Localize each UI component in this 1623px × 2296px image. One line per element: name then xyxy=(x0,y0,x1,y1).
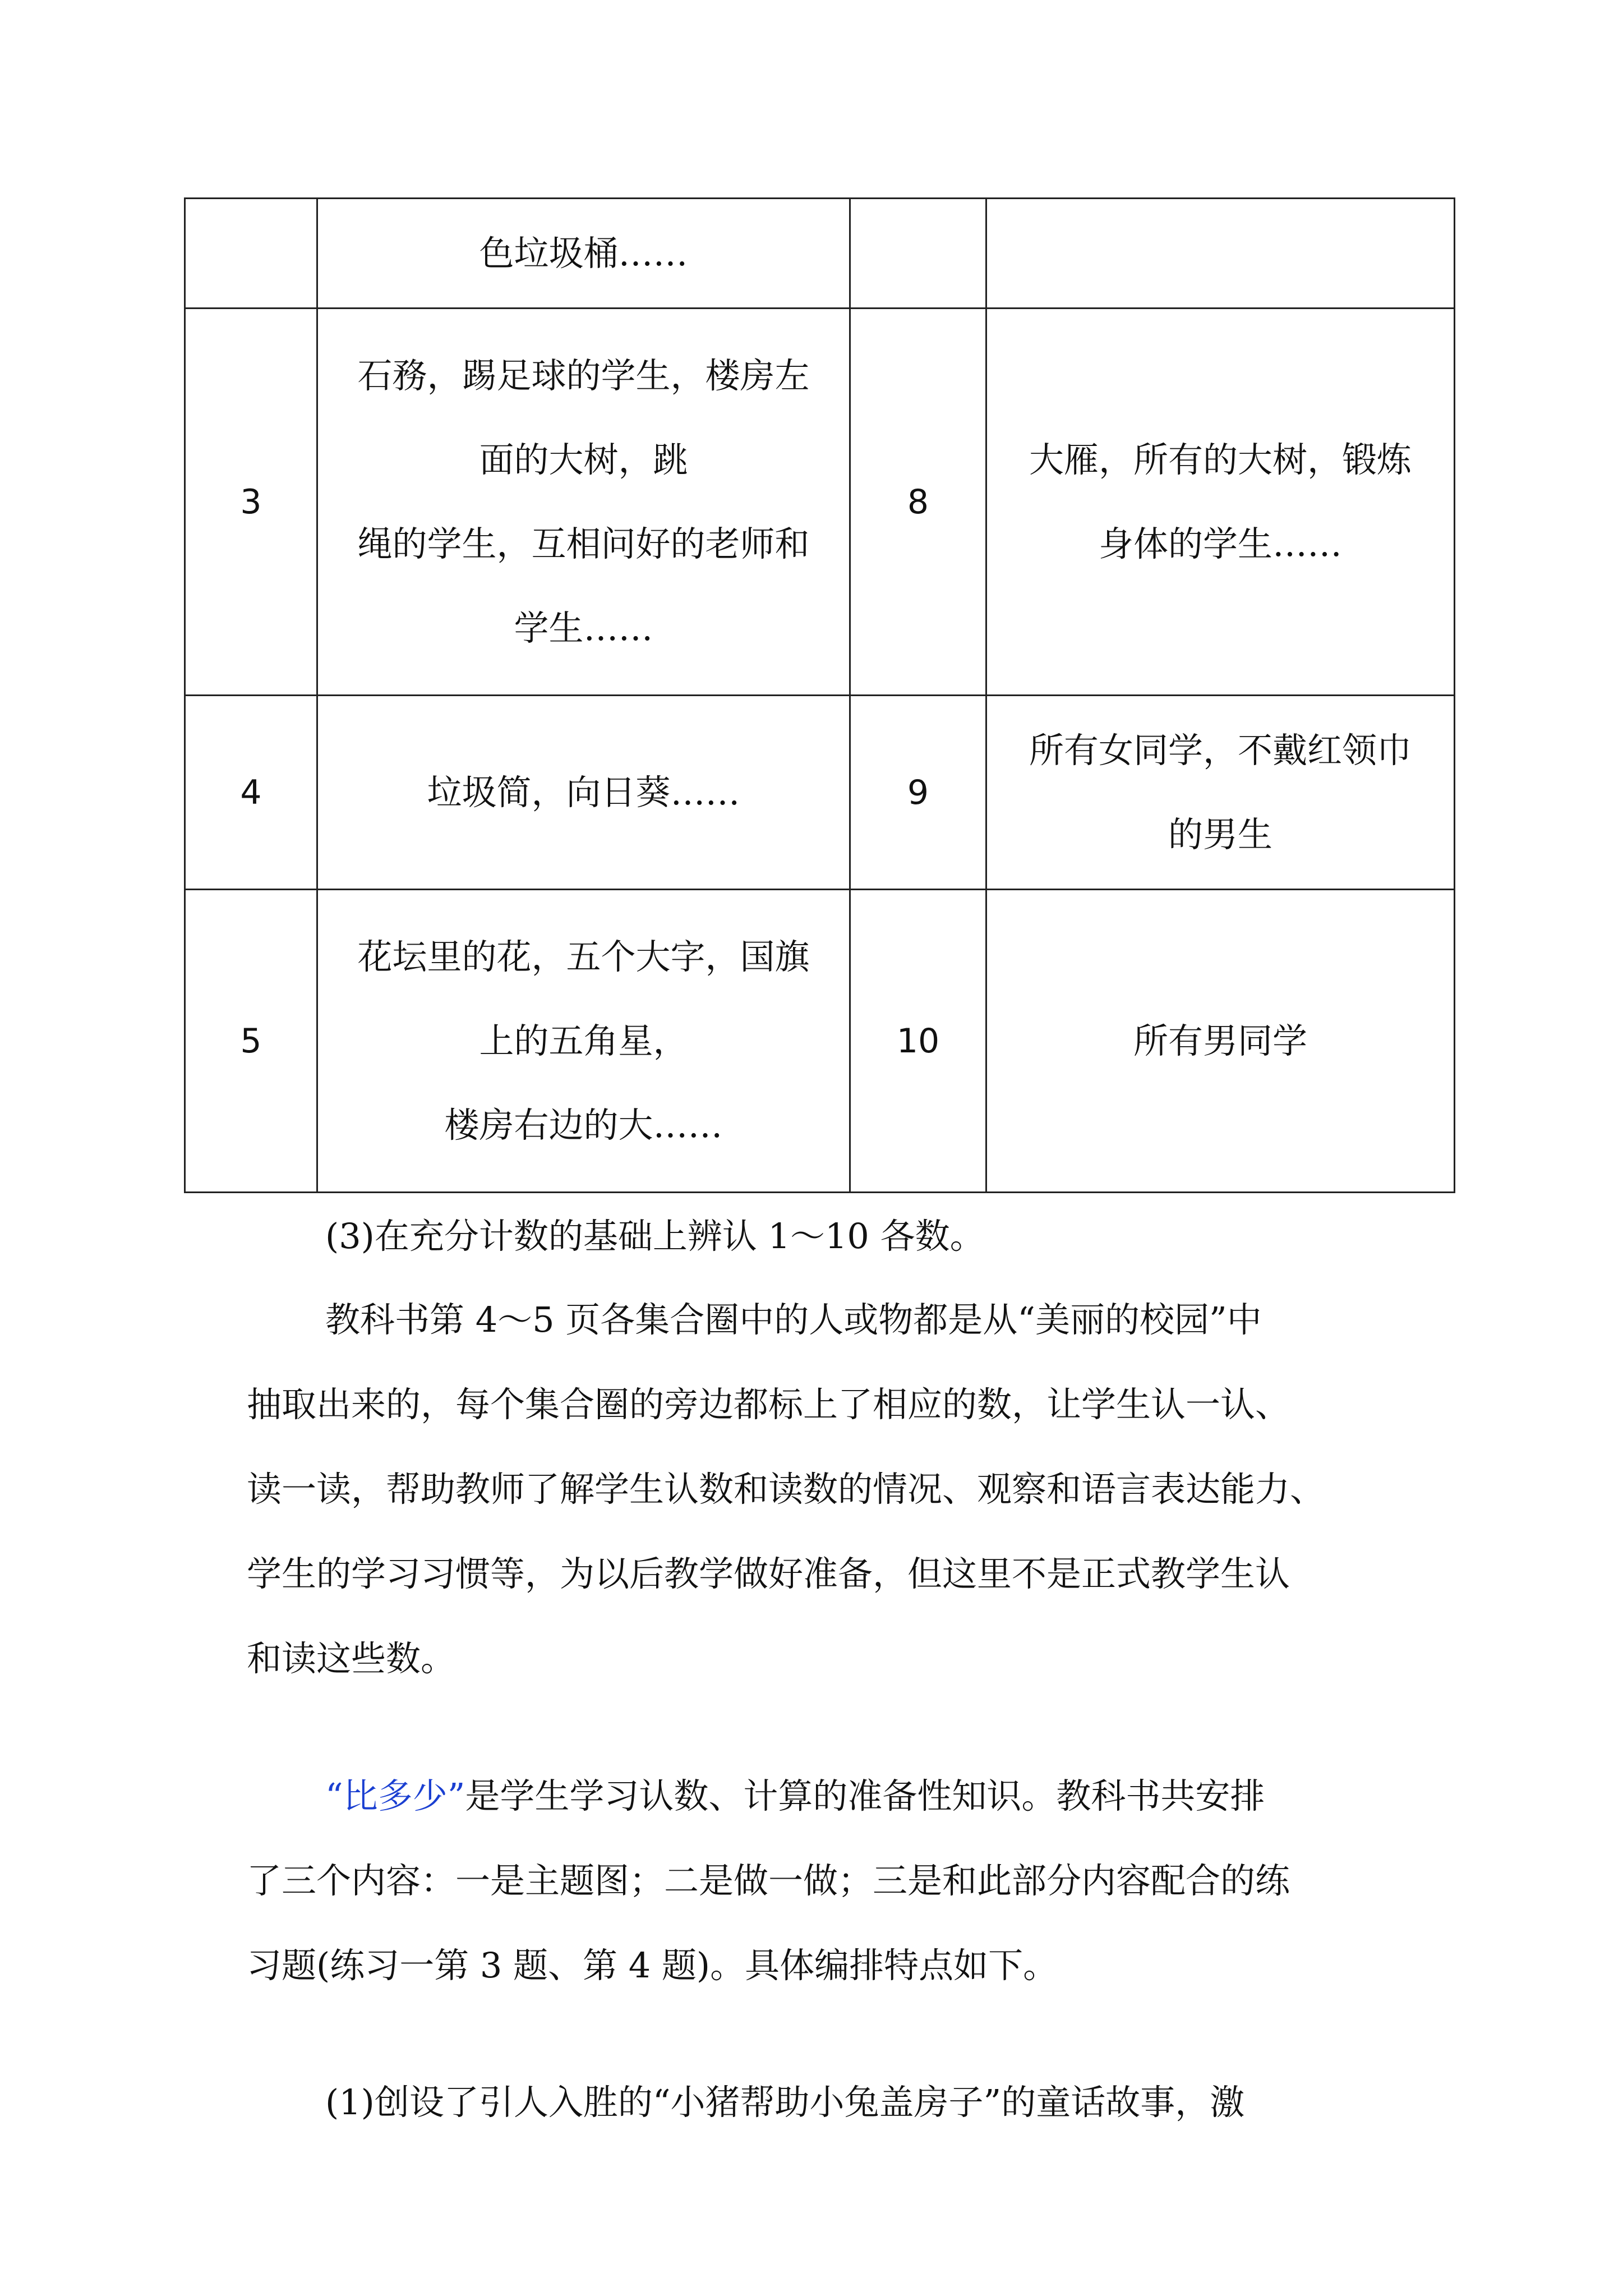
item-description-cell xyxy=(986,199,1455,309)
paragraph-line: 抽取出来的，每个集合圈的旁边都标上了相应的数，让学生认一认、 xyxy=(247,1384,1290,1425)
paragraph-2 xyxy=(247,1277,1391,1701)
cell-text-line: 所有女同学，不戴红领巾 xyxy=(1029,729,1412,771)
paragraph-line: (1)创设了引人入胜的“小猪帮助小兔盖房子”的童话故事，激 xyxy=(325,2082,1245,2123)
cell-text-line: 所有男同学 xyxy=(1133,1020,1307,1061)
table-row xyxy=(185,696,1455,890)
cell-text-line: 大雁，所有的大树，锻炼 xyxy=(1029,439,1412,480)
table-row xyxy=(185,890,1455,1193)
paragraph-line: 学生的学习习惯等，为以后教学做好准备，但这里不是正式教学生认 xyxy=(247,1553,1290,1594)
row-number-cell: 8 xyxy=(850,309,986,696)
row-number-cell xyxy=(850,199,986,309)
table-row xyxy=(185,309,1455,696)
cell-text-line: 身体的学生…… xyxy=(1098,523,1342,564)
paragraph-line: 了三个内容：一是主题图；二是做一做；三是和此部分内容配合的练 xyxy=(247,1860,1290,1901)
cell-text-line: 花坛里的花，五个大字，国旗 xyxy=(357,936,810,977)
row-number-cell: 4 xyxy=(185,696,317,890)
paragraph-line xyxy=(247,1754,1391,1838)
row-number-cell: 10 xyxy=(850,890,986,1193)
paragraph-4 xyxy=(247,2060,1391,2145)
cell-text-line: 楼房右边的大…… xyxy=(444,1104,723,1145)
cell-text-line: 学生…… xyxy=(514,607,653,648)
item-description-cell xyxy=(317,309,850,696)
paragraph-line: (3)在充分计数的基础上辨认 1～10 各数。 xyxy=(325,1216,985,1257)
cell-text-line: 石務，踢足球的学生，楼房左 xyxy=(357,355,810,396)
paragraph-3 xyxy=(247,1754,1391,2008)
cell-text-line: 垃圾简，向日葵…… xyxy=(427,771,740,813)
item-description-cell xyxy=(317,199,850,309)
row-number-cell: 5 xyxy=(185,890,317,1193)
item-description-cell xyxy=(986,890,1455,1193)
paragraph-text: 是学生学习认数、计算的准备性知识。教科书共安排 xyxy=(465,1775,1265,1816)
cell-text-line: 面的大树，跳 xyxy=(479,439,688,480)
row-number-cell xyxy=(185,199,317,309)
paragraph-1 xyxy=(247,1194,1391,1278)
item-description-cell xyxy=(317,890,850,1193)
comparison-link[interactable]: “比多少” xyxy=(325,1775,465,1816)
cell-text-line: 色垃圾桶…… xyxy=(479,232,688,274)
cell-text-line: 绳的学生，互相问好的老师和 xyxy=(357,523,810,564)
content-table xyxy=(184,197,1455,1193)
item-description-cell xyxy=(986,309,1455,696)
item-description-cell xyxy=(986,696,1455,890)
item-description-cell xyxy=(317,696,850,890)
paragraph-line: 教科书第 4～5 页各集合圈中的人或物都是从“美丽的校园”中 xyxy=(325,1299,1262,1340)
cell-text-line: 的男生 xyxy=(1168,813,1272,855)
paragraph-line: 和读这些数。 xyxy=(247,1638,456,1679)
paragraph-line: 读一读，帮助教师了解学生认数和读数的情况、观察和语言表达能力、 xyxy=(247,1469,1325,1510)
table-row xyxy=(185,199,1455,309)
paragraph-line: 习题(练习一第 3 题、第 4 题)。具体编排特点如下。 xyxy=(247,1945,1058,1986)
row-number-cell: 9 xyxy=(850,696,986,890)
row-number-cell: 3 xyxy=(185,309,317,696)
cell-text-line: 上的五角星， xyxy=(479,1020,688,1061)
